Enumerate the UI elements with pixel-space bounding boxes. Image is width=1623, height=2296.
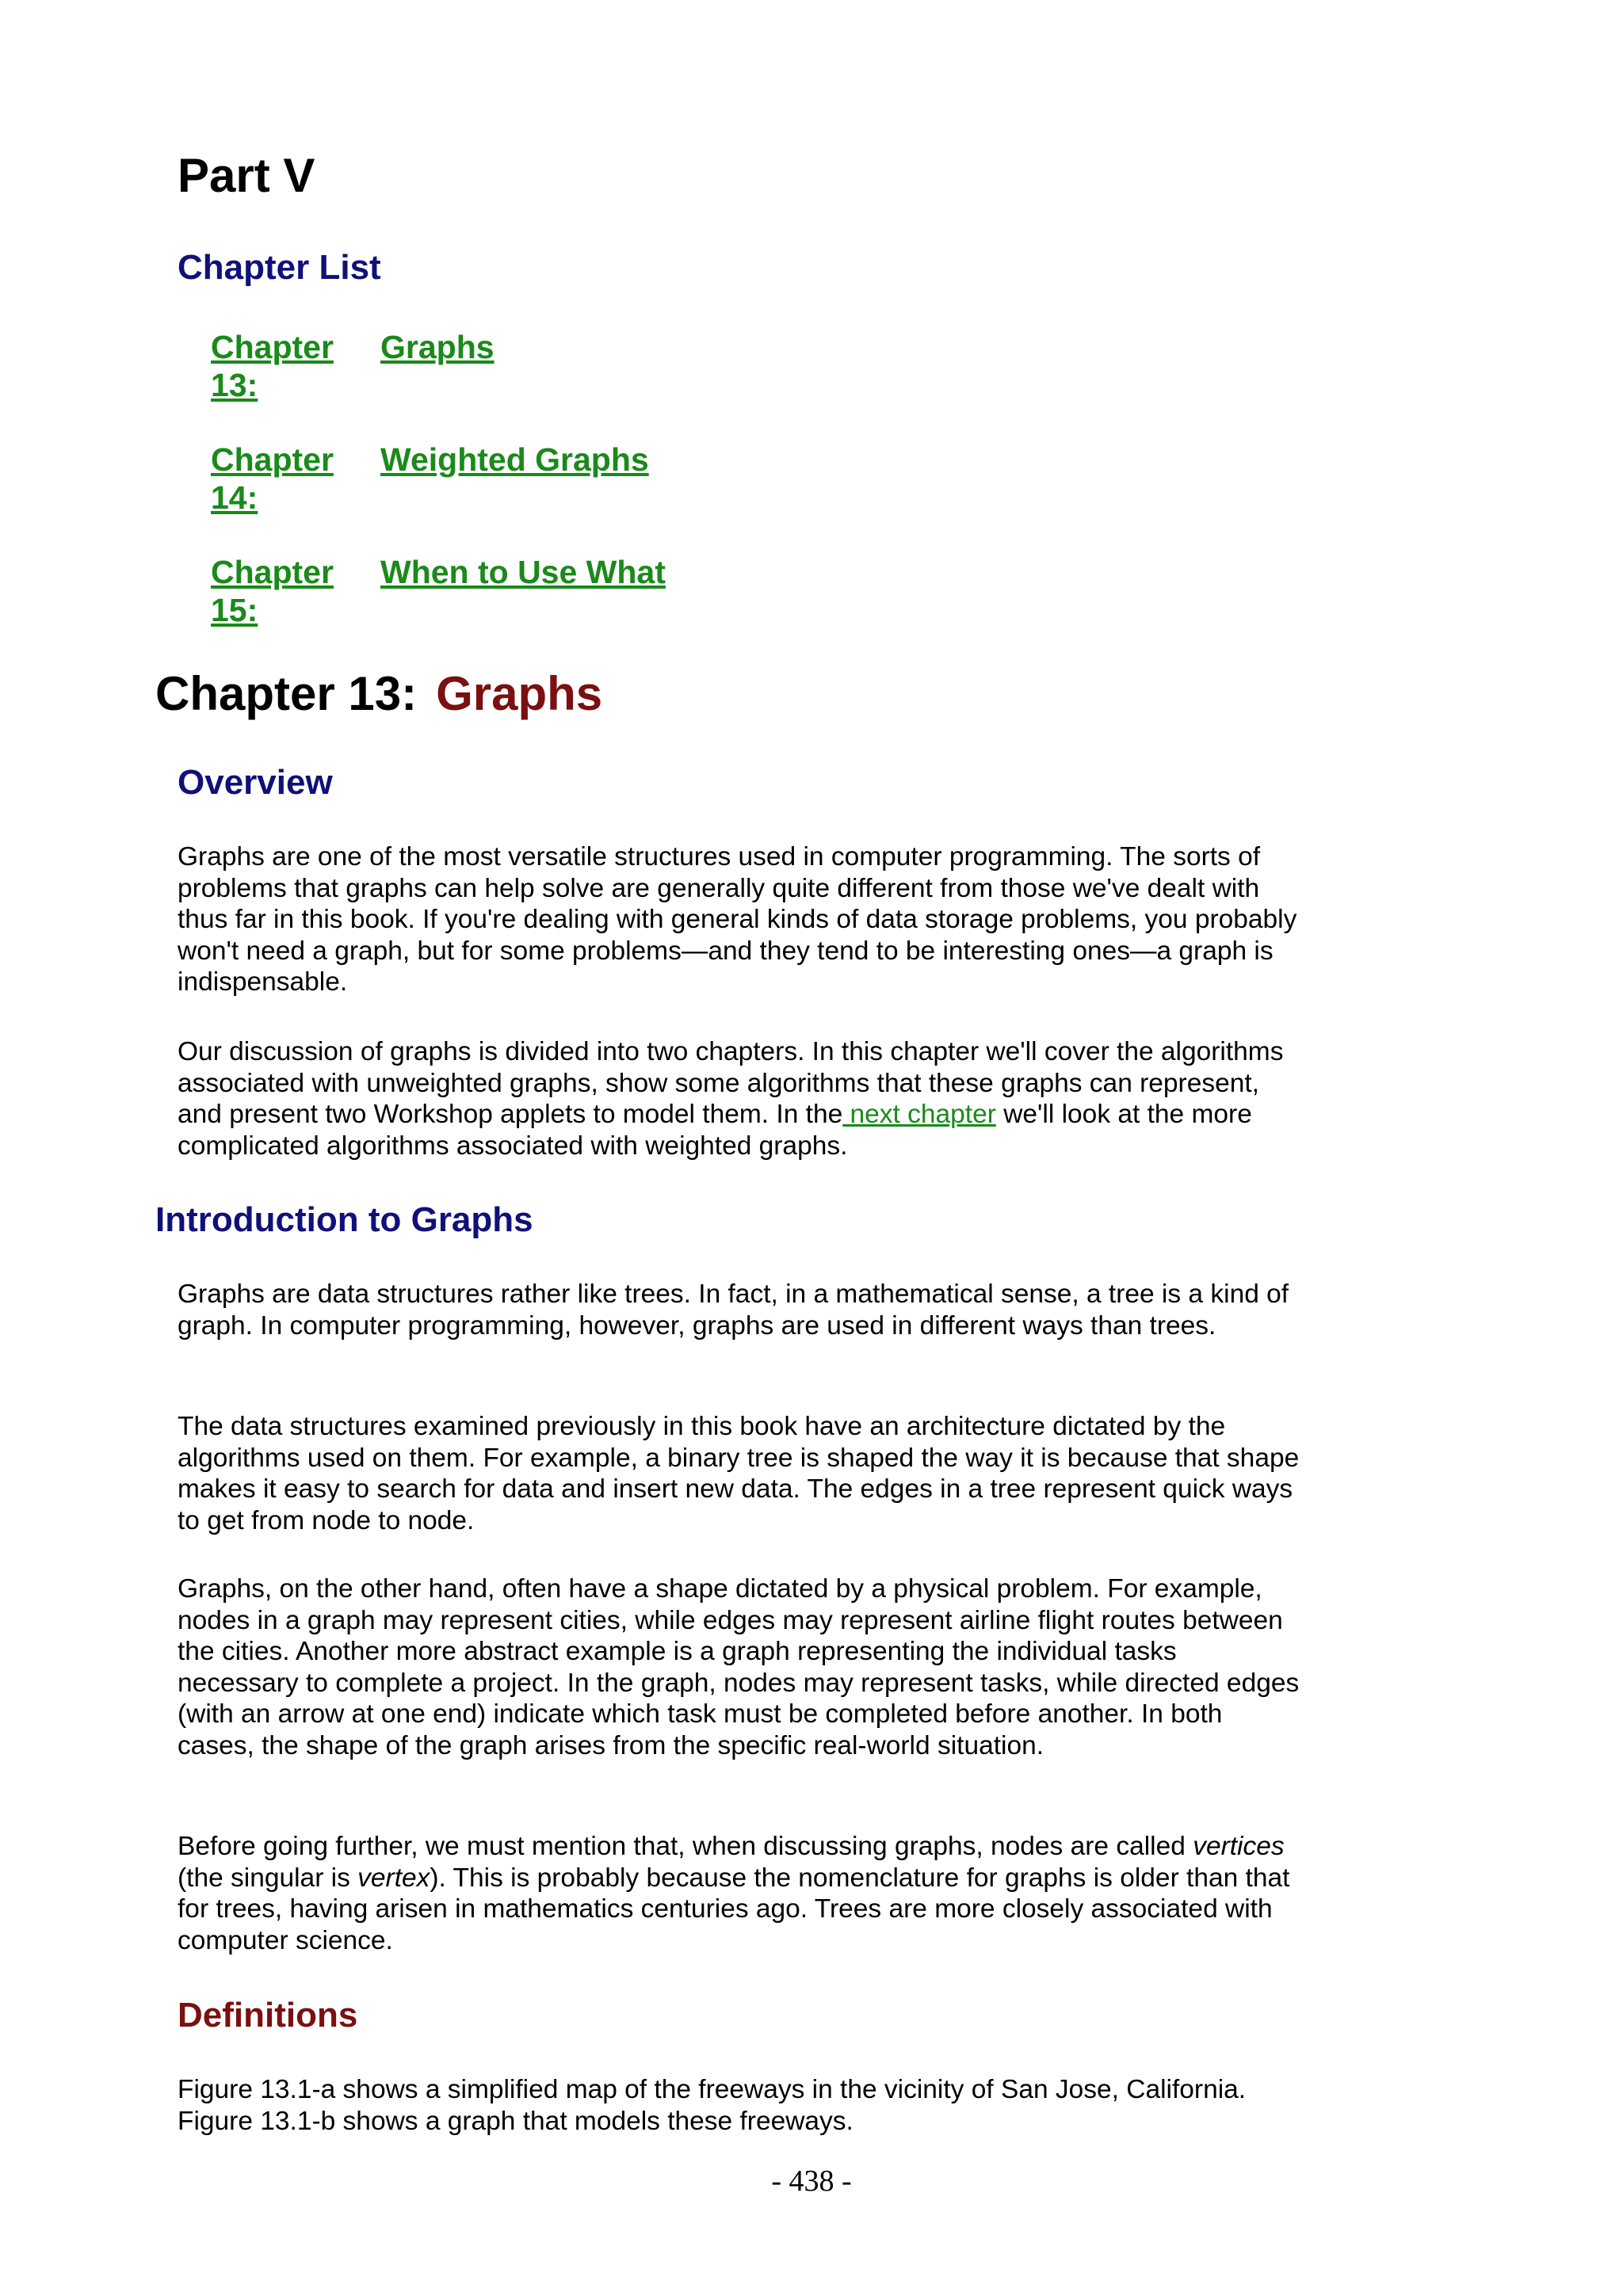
chapter-15-number-link[interactable]: [211, 553, 380, 629]
term-vertices: vertices: [1193, 1832, 1285, 1861]
chapter-14-title-link[interactable]: Weighted Graphs: [380, 441, 649, 478]
chapter-list: [211, 328, 766, 666]
chapter-heading: [155, 667, 603, 720]
chapter-list-item: [211, 553, 766, 666]
overview-heading: Overview: [178, 763, 333, 802]
intro-paragraph-4-text-b: (the singular is: [178, 1863, 358, 1893]
intro-paragraph-3: Graphs, on the other hand, often have a shape dictated by a physical problem. For example, nodes in a graph may represent cities, while edges may represent airline flight routes between the cities. Another more abstract example is a graph representing the individual tasks necessary to complete a project. In the graph, nodes may represent tasks, while directed edges (with an arrow at one end) indicate which task must be completed before another. In both cases, the shape of the graph arises from the specific real-world situation.: [178, 1574, 1300, 1760]
chapter-list-item: [211, 328, 766, 441]
intro-paragraph-4-text-c: ). This is probably because the nomenclature for graphs is older than that for trees, having arisen in mathematics centuries ago. Trees are more closely associated with computer science.: [178, 1863, 1290, 1955]
chapter-13-title-link[interactable]: Graphs: [380, 329, 495, 365]
page-number: - 438 -: [771, 2164, 852, 2198]
chapter-15-title-link[interactable]: When to Use What: [380, 554, 666, 590]
overview-paragraph-2-text-end: we'll look at the more complicated algorithms associated with weighted graphs.: [178, 1100, 1252, 1161]
overview-paragraph-2: [178, 1036, 1303, 1161]
chapter-list-item: [211, 441, 766, 553]
next-chapter-link[interactable]: next chapter: [842, 1100, 996, 1129]
chapter-14-number-line1: Chapter: [211, 441, 334, 478]
chapter-13-number-line2: 13:: [211, 367, 258, 403]
introduction-heading: Introduction to Graphs: [155, 1200, 533, 1239]
part-title: Part V: [178, 149, 315, 202]
intro-paragraph-1: Graphs are data structures rather like trees. In fact, in a mathematical sense, a tree is a kind of graph. In computer programming, however, graphs are used in different ways than trees.: [178, 1280, 1289, 1341]
chapter-name: Graphs: [436, 667, 603, 720]
chapter-14-number-line2: 14:: [211, 479, 258, 516]
chapter-13-number-link[interactable]: [211, 328, 380, 404]
intro-paragraph-4: [178, 1831, 1303, 1956]
chapter-15-number-line2: 15:: [211, 592, 258, 628]
chapter-list-heading: Chapter List: [178, 248, 381, 287]
intro-paragraph-4-text-a: Before going further, we must mention that, when discussing graphs, nodes are called: [178, 1832, 1193, 1861]
definitions-paragraph-1: Figure 13.1-a shows a simplified map of the freeways in the vicinity of San Jose, California. Figure 13.1-b shows a graph that models these freeways.: [178, 2075, 1247, 2136]
overview-paragraph-2-text: Our discussion of graphs is divided into two chapters. In this chapter we'll cover the algorithms associated with unweighted graphs, show some algorithms that these graphs can represent, and present two Workshop applets to model them. In the: [178, 1037, 1284, 1129]
term-vertex: vertex: [357, 1863, 430, 1893]
chapter-label: Chapter 13:: [155, 667, 418, 720]
chapter-14-number-link[interactable]: [211, 441, 380, 517]
chapter-15-number-line1: Chapter: [211, 554, 334, 590]
overview-paragraph-1: Graphs are one of the most versatile structures used in computer programming. The sorts of problems that graphs can help solve are generally quite different from those we've dealt with thus far in this book. If you're dealing with general kinds of data storage problems, you probably won't need a graph, but for some problems—and they tend to be interesting ones—a graph is indispensable.: [178, 842, 1297, 997]
intro-paragraph-2: The data structures examined previously in this book have an architecture dictated by the algorithms used on them. For example, a binary tree is shaped the way it is because that shape makes it easy to search for data and insert new data. The edges in a tree represent quick ways to get from node to node.: [178, 1412, 1300, 1535]
definitions-heading: Definitions: [178, 1996, 358, 2035]
chapter-13-number-line1: Chapter: [211, 329, 334, 365]
